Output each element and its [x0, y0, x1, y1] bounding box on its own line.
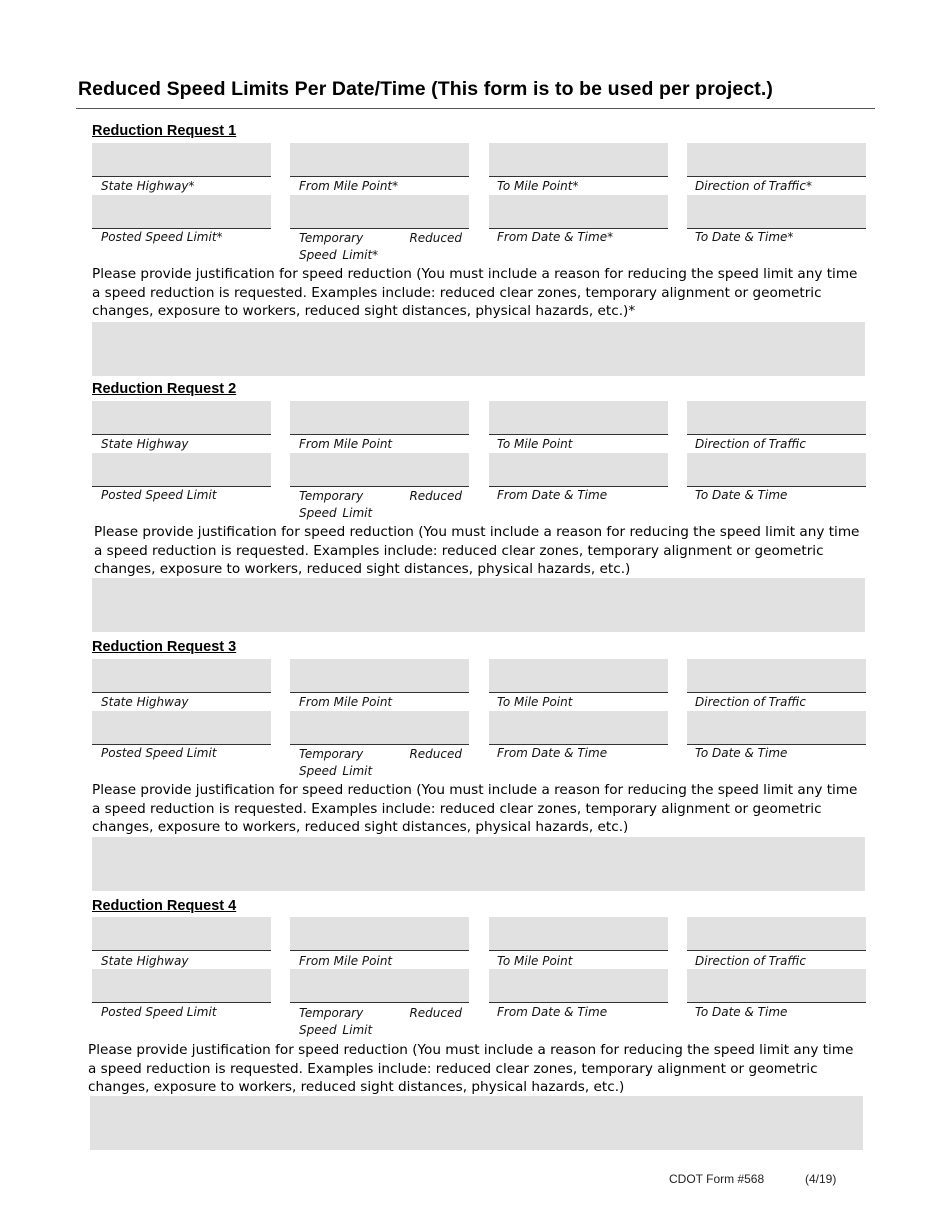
justification-instructions: Please provide justification for speed reduction (You must include a reason for reducing the speed limit any time a speed reduction is requested. Examples include: reduced clear zones, temporary alignment or geometric changes, exposure to workers, reduced sight distances, physical hazards, etc.)* [92, 266, 858, 320]
from-mile-point-input[interactable] [290, 401, 469, 435]
from-mile-point-input[interactable] [290, 659, 469, 693]
justification-input[interactable] [92, 322, 865, 376]
to-date-time-input[interactable] [687, 195, 866, 229]
direction-of-traffic-input[interactable] [687, 917, 866, 951]
justification-instructions: Please provide justification for speed reduction (You must include a reason for reducing the speed limit any time a speed reduction is requested. Examples include: reduced clear zones, temporary alignment or geometric changes, exposure to workers, reduced sight distances, physical hazards, etc.) [88, 1042, 854, 1096]
direction-of-traffic-input[interactable] [687, 659, 866, 693]
reduction-request-3 [0, 639, 950, 899]
to-date-time-label: To Date & Time [695, 1005, 788, 1019]
to-mile-point-label: To Mile Point [497, 437, 573, 451]
to-mile-point-label: To Mile Point [497, 695, 573, 709]
justification-input[interactable] [92, 837, 865, 891]
to-mile-point-input[interactable] [489, 917, 668, 951]
direction-of-traffic-input[interactable] [687, 401, 866, 435]
to-mile-point-input[interactable] [489, 401, 668, 435]
section-heading: Reduction Request 3 [92, 639, 237, 655]
to-mile-point-input[interactable] [489, 659, 668, 693]
temporary-reduced-speed-limit-input[interactable] [290, 195, 469, 229]
from-date-time-label: From Date & Time [497, 746, 608, 760]
from-mile-point-input[interactable] [290, 143, 469, 177]
from-date-time-label: From Date & Time [497, 488, 608, 502]
state-highway-label: State Highway* [101, 179, 195, 193]
from-date-time-label: From Date & Time [497, 1005, 608, 1019]
justification-instructions: Please provide justification for speed reduction (You must include a reason for reducing the speed limit any time a speed reduction is requested. Examples include: reduced clear zones, temporary alignment or geometric changes, exposure to workers, reduced sight distances, physical hazards, etc.) [92, 782, 858, 836]
to-date-time-label: To Date & Time* [695, 230, 794, 244]
to-date-time-label: To Date & Time [695, 488, 788, 502]
state-highway-input[interactable] [92, 917, 271, 951]
to-date-time-label: To Date & Time [695, 746, 788, 760]
direction-of-traffic-input[interactable] [687, 143, 866, 177]
to-date-time-input[interactable] [687, 969, 866, 1003]
posted-speed-limit-input[interactable] [92, 195, 271, 229]
posted-speed-limit-label: Posted Speed Limit* [101, 230, 223, 244]
temporary-reduced-speed-limit-label: Temporary Reduced Speed Limit [299, 489, 462, 520]
section-heading: Reduction Request 1 [92, 123, 237, 139]
section-heading: Reduction Request 2 [92, 381, 237, 397]
state-highway-label: State Highway [101, 695, 189, 709]
state-highway-input[interactable] [92, 659, 271, 693]
posted-speed-limit-label: Posted Speed Limit [101, 1005, 217, 1019]
to-date-time-input[interactable] [687, 711, 866, 745]
justification-input[interactable] [92, 578, 865, 632]
from-date-time-input[interactable] [489, 195, 668, 229]
from-mile-point-label: From Mile Point* [299, 179, 399, 193]
reduction-request-2 [0, 381, 950, 641]
temporary-reduced-speed-limit-input[interactable] [290, 711, 469, 745]
justification-input[interactable] [90, 1096, 863, 1150]
posted-speed-limit-input[interactable] [92, 453, 271, 487]
reduction-request-1 [0, 123, 950, 383]
from-mile-point-input[interactable] [290, 917, 469, 951]
form-revision: (4/19) [805, 1172, 837, 1186]
from-mile-point-label: From Mile Point [299, 695, 393, 709]
direction-of-traffic-label: Direction of Traffic* [695, 179, 812, 193]
state-highway-input[interactable] [92, 401, 271, 435]
direction-of-traffic-label: Direction of Traffic [695, 695, 806, 709]
from-mile-point-label: From Mile Point [299, 954, 393, 968]
temporary-reduced-speed-limit-label: Temporary Reduced Speed Limit [299, 1006, 462, 1037]
to-date-time-input[interactable] [687, 453, 866, 487]
form-title: Reduced Speed Limits Per Date/Time (This form is to be used per project.) [78, 78, 774, 100]
posted-speed-limit-input[interactable] [92, 711, 271, 745]
direction-of-traffic-label: Direction of Traffic [695, 954, 806, 968]
temporary-reduced-speed-limit-label: Temporary Reduced Speed Limit* [299, 231, 462, 262]
posted-speed-limit-label: Posted Speed Limit [101, 488, 217, 502]
title-divider [76, 108, 875, 109]
from-date-time-input[interactable] [489, 453, 668, 487]
from-date-time-input[interactable] [489, 969, 668, 1003]
reduction-request-4 [0, 898, 950, 1158]
to-mile-point-label: To Mile Point [497, 954, 573, 968]
state-highway-label: State Highway [101, 437, 189, 451]
temporary-reduced-speed-limit-label: Temporary Reduced Speed Limit [299, 747, 462, 778]
posted-speed-limit-input[interactable] [92, 969, 271, 1003]
justification-instructions: Please provide justification for speed reduction (You must include a reason for reducing the speed limit any time a speed reduction is requested. Examples include: reduced clear zones, temporary alignment or geometric changes, exposure to workers, reduced sight distances, physical hazards, etc.) [94, 524, 860, 578]
state-highway-label: State Highway [101, 954, 189, 968]
section-heading: Reduction Request 4 [92, 898, 237, 914]
from-mile-point-label: From Mile Point [299, 437, 393, 451]
posted-speed-limit-label: Posted Speed Limit [101, 746, 217, 760]
temporary-reduced-speed-limit-input[interactable] [290, 969, 469, 1003]
from-date-time-label: From Date & Time* [497, 230, 614, 244]
state-highway-input[interactable] [92, 143, 271, 177]
form-number: CDOT Form #568 [669, 1172, 765, 1186]
to-mile-point-label: To Mile Point* [497, 179, 579, 193]
to-mile-point-input[interactable] [489, 143, 668, 177]
direction-of-traffic-label: Direction of Traffic [695, 437, 806, 451]
temporary-reduced-speed-limit-input[interactable] [290, 453, 469, 487]
from-date-time-input[interactable] [489, 711, 668, 745]
